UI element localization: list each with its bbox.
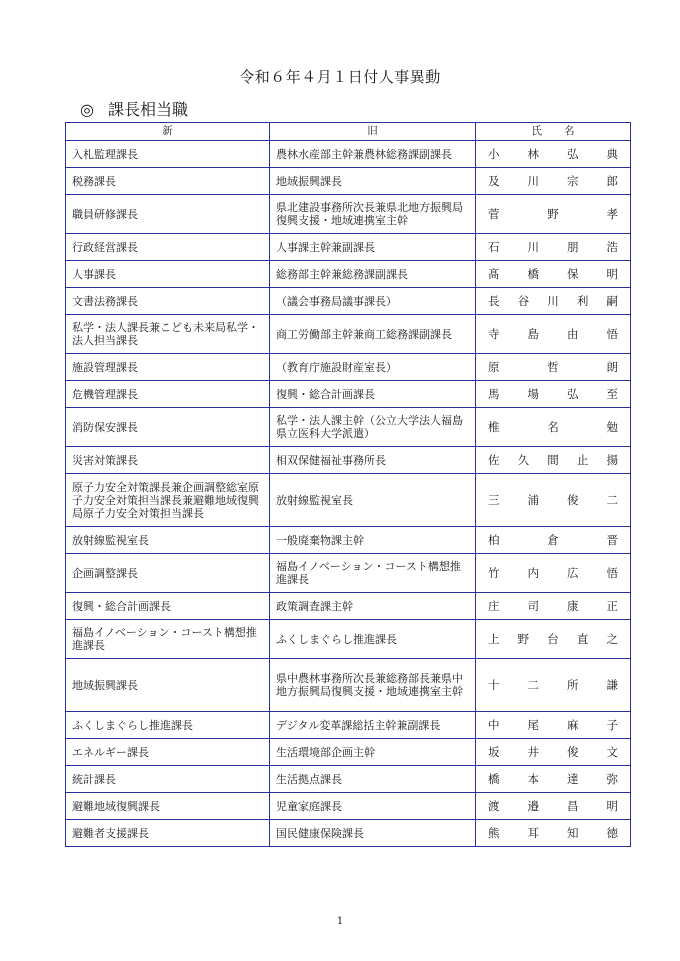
new-position: ふくしまぐらし推進課長: [66, 712, 270, 739]
table-row: [66, 527, 631, 554]
table-row: [66, 620, 631, 659]
person-name: 熊耳知徳: [476, 820, 631, 847]
person-name: 石川朋浩: [476, 234, 631, 261]
person-name: 十二所謙: [476, 659, 631, 712]
new-position: 福島イノベーション・コースト構想推進課長: [66, 620, 270, 659]
new-position: 文書法務課長: [66, 288, 270, 315]
table-row: [66, 820, 631, 847]
table-row: [66, 793, 631, 820]
table-row: [66, 739, 631, 766]
table-row: [66, 447, 631, 474]
table-header-row: [66, 123, 631, 141]
old-position: 県北建設事務所次長兼県北地方振興局復興支援・地域連携室主幹: [270, 195, 476, 234]
table-row: [66, 474, 631, 527]
new-position: 行政経営課長: [66, 234, 270, 261]
old-position: 地域振興課長: [270, 168, 476, 195]
table-row: [66, 554, 631, 593]
person-name: 庄司康正: [476, 593, 631, 620]
old-position: 放射線監視室長: [270, 474, 476, 527]
old-position: （議会事務局議事課長）: [270, 288, 476, 315]
table-row: [66, 712, 631, 739]
new-position: 企画調整課長: [66, 554, 270, 593]
new-position: エネルギー課長: [66, 739, 270, 766]
old-position: 福島イノベーション・コースト構想推進課長: [270, 554, 476, 593]
person-name: 橋本達弥: [476, 766, 631, 793]
new-position: 地域振興課長: [66, 659, 270, 712]
new-position: 私学・法人課長兼こども未来局私学・法人担当課長: [66, 315, 270, 354]
old-position: 農林水産部主幹兼農林総務課副課長: [270, 141, 476, 168]
person-name: 寺島由悟: [476, 315, 631, 354]
new-position: 施設管理課長: [66, 354, 270, 381]
new-position: 入札監理課長: [66, 141, 270, 168]
person-name: 及川宗郎: [476, 168, 631, 195]
header-old: 旧: [270, 123, 476, 141]
old-position: 人事課主幹兼副課長: [270, 234, 476, 261]
old-position: 商工労働部主幹兼商工総務課副課長: [270, 315, 476, 354]
person-name: 柏倉晋: [476, 527, 631, 554]
person-name: 菅野孝: [476, 195, 631, 234]
old-position: ふくしまぐらし推進課長: [270, 620, 476, 659]
person-name: 坂井俊文: [476, 739, 631, 766]
old-position: 国民健康保険課長: [270, 820, 476, 847]
header-name: 氏名: [476, 123, 631, 141]
person-name: 上野台直之: [476, 620, 631, 659]
old-position: 生活環境部企画主幹: [270, 739, 476, 766]
old-position: 私学・法人課主幹（公立大学法人福島県立医科大学派遣）: [270, 408, 476, 447]
new-position: 消防保安課長: [66, 408, 270, 447]
person-name: 竹内広悟: [476, 554, 631, 593]
person-name: 原哲朗: [476, 354, 631, 381]
person-name: 長谷川利嗣: [476, 288, 631, 315]
old-position: 一般廃棄物課主幹: [270, 527, 476, 554]
new-position: 避難者支援課長: [66, 820, 270, 847]
table-row: [66, 141, 631, 168]
old-position: 復興・総合計画課長: [270, 381, 476, 408]
document-title: 令和６年４月１日付人事異動: [239, 68, 441, 86]
table-row: [66, 354, 631, 381]
table-row: [66, 408, 631, 447]
person-name: 中尾麻子: [476, 712, 631, 739]
old-position: 相双保健福祉事務所長: [270, 447, 476, 474]
double-circle-mark: ◎: [80, 100, 94, 119]
header-new: 新: [66, 123, 270, 141]
table-row: [66, 659, 631, 712]
new-position: 放射線監視室長: [66, 527, 270, 554]
person-name: 渡邉昌明: [476, 793, 631, 820]
old-position: 県中農林事務所次長兼総務部長兼県中地方振興局復興支援・地域連携室主幹: [270, 659, 476, 712]
old-position: （教育庁施設財産室長）: [270, 354, 476, 381]
old-position: 児童家庭課長: [270, 793, 476, 820]
table-row: [66, 261, 631, 288]
new-position: 税務課長: [66, 168, 270, 195]
table-row: [66, 315, 631, 354]
person-name: 三浦俊二: [476, 474, 631, 527]
new-position: 統計課長: [66, 766, 270, 793]
new-position: 復興・総合計画課長: [66, 593, 270, 620]
table-row: [66, 195, 631, 234]
new-position: 危機管理課長: [66, 381, 270, 408]
personnel-change-table: [65, 122, 631, 847]
table-row: [66, 168, 631, 195]
new-position: 災害対策課長: [66, 447, 270, 474]
person-name: 馬場弘至: [476, 381, 631, 408]
section-heading: [80, 97, 188, 120]
table-row: [66, 234, 631, 261]
table-row: [66, 593, 631, 620]
new-position: 職員研修課長: [66, 195, 270, 234]
new-position: 原子力安全対策課長兼企画調整総室原子力安全対策担当課長兼避難地域復興局原子力安全対策担当課長: [66, 474, 270, 527]
old-position: 政策調査課主幹: [270, 593, 476, 620]
old-position: デジタル変革課総括主幹兼副課長: [270, 712, 476, 739]
section-heading-text: 課長相当職: [107, 100, 188, 119]
person-name: 椎名勉: [476, 408, 631, 447]
old-position: 総務部主幹兼総務課副課長: [270, 261, 476, 288]
page-number: 1: [336, 916, 344, 927]
person-name: 小林弘典: [476, 141, 631, 168]
old-position: 生活拠点課長: [270, 766, 476, 793]
new-position: 避難地域復興課長: [66, 793, 270, 820]
new-position: 人事課長: [66, 261, 270, 288]
table-row: [66, 381, 631, 408]
table-row: [66, 288, 631, 315]
table-row: [66, 766, 631, 793]
person-name: 髙橋保明: [476, 261, 631, 288]
person-name: 佐久間止揚: [476, 447, 631, 474]
